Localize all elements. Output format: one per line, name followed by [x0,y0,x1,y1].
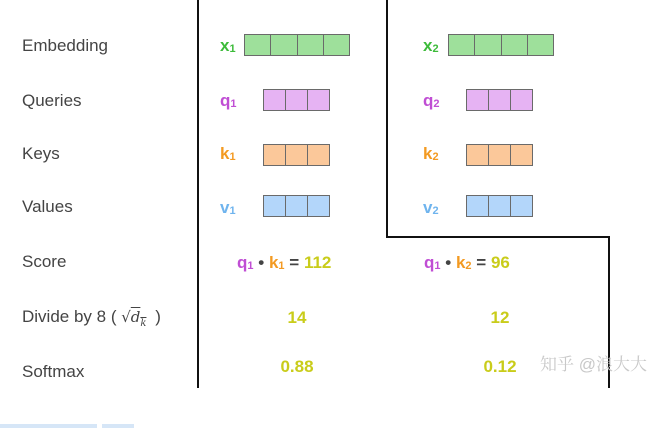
score2-formula: $q_1$ • $k_2 = 96$ [424,253,510,272]
row-label-softmax: Softmax [22,362,85,381]
q2-query-vector [466,89,533,111]
v1-value-vector [263,195,330,217]
k2-key-vector [466,144,533,166]
column1-left-border [197,0,199,388]
v1-symbol: $v_1$ [220,198,236,217]
softmax2-value: 0.12 [483,357,517,376]
sqrt-symbol: √ [121,308,131,326]
row-label-keys: Keys [22,144,60,163]
q1-query-vector [263,89,330,111]
k1-symbol: $k_1$ [220,144,236,163]
divided1-value: 14 [287,308,307,327]
q2-symbol: $q_2$ [423,91,440,110]
row-label-values: Values [22,197,73,216]
d-symbol: d [130,308,141,326]
k-subscript: k [140,318,147,329]
column2-step-border [386,236,610,238]
v2-symbol: $v_2$ [423,198,439,217]
score2-value: 96 [490,253,510,272]
score1-formula: $q_1$ • $k_1 = 112$ [237,253,332,272]
x1-embedding-vector [244,34,350,56]
k1-key-vector [263,144,330,166]
divide-prefix: Divide by 8 ( [22,307,117,326]
watermark: 知乎 @浪大大 [540,355,647,374]
bottom-strip-left [0,424,97,428]
row-label-queries: Queries [22,91,82,110]
x2-embedding-vector [448,34,554,56]
bottom-strip-right [102,424,134,428]
row-label-embedding: Embedding [22,36,109,55]
softmax1-value: 0.88 [280,357,314,376]
divided2-value: 12 [490,308,510,327]
k2-symbol: $k_2$ [423,144,439,163]
column1-right-border [386,0,388,238]
v2-value-vector [466,195,533,217]
score1-value: 112 [303,253,332,272]
x1-symbol: $x_1$ [220,36,236,55]
sqrt-dk-formula [121,308,147,329]
q1-symbol: $q_1$ [220,91,237,110]
x2-symbol: $x_2$ [423,36,439,55]
divide-suffix: ) [155,307,161,326]
row-label-score: Score [22,252,67,271]
row-label-divide [22,307,161,334]
